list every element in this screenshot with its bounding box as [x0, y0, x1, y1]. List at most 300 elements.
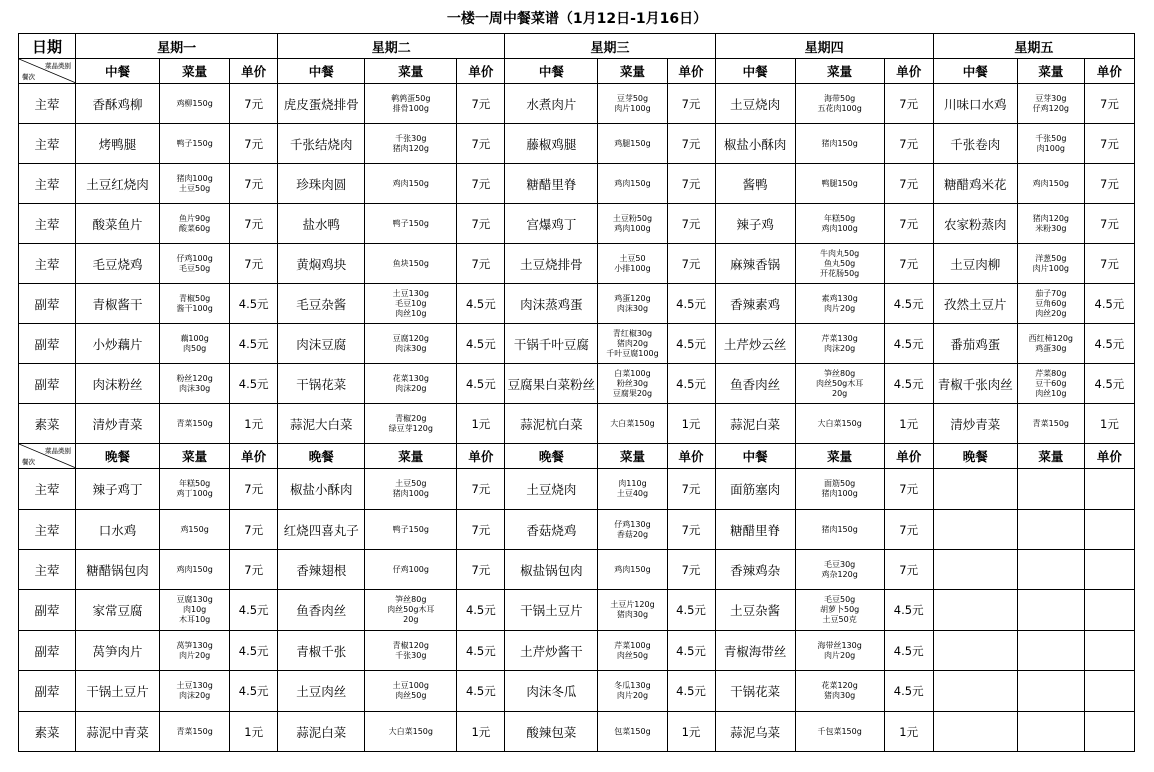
qty-header: 菜量 [160, 444, 230, 469]
dish-quantity [160, 510, 230, 550]
price-header: 单价 [884, 444, 933, 469]
dish-price: 4.5元 [667, 364, 715, 404]
dish-name: 蒜泥白菜 [715, 404, 795, 444]
quantity-line: 肉丝10g [1035, 388, 1067, 398]
dish-name: 香辣鸡杂 [715, 550, 795, 590]
dish-name: 肉沫冬瓜 [505, 671, 598, 712]
menu-row [19, 404, 1135, 444]
dish-name: 肉沫豆腐 [278, 324, 365, 364]
dish-price: 4.5元 [667, 324, 715, 364]
quantity-line: 鸡肉100g [821, 223, 858, 233]
quantity-line: 花菜120g [821, 681, 858, 690]
quantity-line: 20g [403, 615, 419, 624]
dish-quantity [795, 510, 884, 550]
dish-quantity [1017, 404, 1084, 444]
dish-name: 虎皮蛋烧排骨 [278, 84, 365, 124]
dish-quantity [598, 510, 667, 550]
dish-price: 7元 [230, 84, 278, 124]
dish-quantity [795, 631, 884, 671]
quantity-line: 年糕50g [824, 213, 856, 223]
dish-name: 鱼香肉丝 [278, 590, 365, 631]
dish-price: 1元 [884, 712, 933, 752]
quantity-line: 鸡丁100g [176, 489, 213, 498]
quantity-line: 肉片20g [824, 650, 856, 660]
quantity-line: 肉丝50g木耳 [816, 378, 864, 388]
menu-row [19, 84, 1135, 124]
dish-name: 糖醋里脊 [505, 164, 598, 204]
quantity-line: 酱干100g [176, 303, 213, 313]
quantity-line: 仔鸡130g [614, 519, 651, 529]
dish-price: 4.5元 [230, 364, 278, 404]
menu-row [19, 590, 1135, 631]
day-header-2: 星期二 [278, 34, 505, 59]
quantity-line: 鱼块150g [392, 258, 429, 268]
dish-name: 烤鸭腿 [76, 124, 160, 164]
dish-quantity [598, 364, 667, 404]
dish-quantity [1017, 469, 1084, 510]
quantity-line: 开花肠50g [820, 268, 860, 278]
category-cell: 主荤 [19, 84, 76, 124]
corner-bottom-label: 餐次 [22, 73, 35, 81]
quantity-line: 藕100g [180, 333, 209, 343]
dish-name: 糖醋锅包肉 [76, 550, 160, 590]
dish-price: 7元 [230, 550, 278, 590]
quantity-line: 肉110g [618, 479, 647, 488]
dish-name [933, 550, 1017, 590]
dish-price: 7元 [884, 124, 933, 164]
dish-name: 干锅土豆片 [76, 671, 160, 712]
dish-name: 鱼香肉丝 [715, 364, 795, 404]
dish-price: 4.5元 [230, 631, 278, 671]
quantity-line: 肉50g [182, 343, 207, 353]
dish-name: 酸辣包菜 [505, 712, 598, 752]
meal-header: 晚餐 [76, 444, 160, 469]
quantity-line: 肉沫30g [395, 343, 427, 353]
quantity-line: 土豆100g [392, 681, 429, 690]
quantity-line: 肉10g [182, 605, 207, 614]
dish-name: 肉沫蒸鸡蛋 [505, 284, 598, 324]
menu-row [19, 469, 1135, 510]
dish-price: 4.5元 [457, 671, 505, 712]
dish-price [1084, 631, 1134, 671]
dish-price: 7元 [230, 124, 278, 164]
menu-row [19, 510, 1135, 550]
dish-name: 豆腐果白菜粉丝 [505, 364, 598, 404]
dish-price: 4.5元 [457, 284, 505, 324]
dish-name: 土豆烧肉 [505, 469, 598, 510]
dish-name: 红烧四喜丸子 [278, 510, 365, 550]
qty-header: 菜量 [365, 59, 457, 84]
quantity-line: 鸡肉150g [614, 178, 651, 188]
dish-name: 蒜泥中青菜 [76, 712, 160, 752]
dish-price: 7元 [884, 164, 933, 204]
dish-quantity [598, 712, 667, 752]
dish-price: 7元 [667, 124, 715, 164]
dish-price: 7元 [884, 550, 933, 590]
quantity-line: 仔鸡120g [1032, 103, 1069, 113]
quantity-line: 猪肉30g [824, 691, 856, 700]
qty-header: 菜量 [1017, 444, 1084, 469]
dish-price: 7元 [230, 469, 278, 510]
dish-quantity [365, 364, 457, 404]
dish-name: 土芹炒酱干 [505, 631, 598, 671]
day-header-4: 星期四 [715, 34, 933, 59]
quantity-line: 肉沫20g [178, 691, 211, 700]
dish-name: 黄焖鸡块 [278, 244, 365, 284]
quantity-line: 土豆40g [616, 489, 649, 498]
day-header-1: 星期一 [76, 34, 278, 59]
corner-top-label: 菜品类别 [45, 62, 72, 70]
dish-name: 青椒千张 [278, 631, 365, 671]
dish-quantity [365, 244, 457, 284]
dish-quantity [365, 404, 457, 444]
quantity-line: 笋丝80g [395, 595, 427, 604]
dish-quantity [795, 364, 884, 404]
dish-quantity [1017, 712, 1084, 752]
dish-name: 椒盐小酥肉 [715, 124, 795, 164]
quantity-line: 千张30g [395, 650, 427, 660]
menu-row [19, 164, 1135, 204]
menu-table [18, 33, 1135, 752]
dish-quantity [598, 124, 667, 164]
quantity-line: 大白菜150g [817, 418, 862, 428]
dish-name: 面筋塞肉 [715, 469, 795, 510]
dish-quantity [795, 84, 884, 124]
qty-header: 菜量 [598, 59, 667, 84]
quantity-line: 毛豆30g [824, 559, 856, 569]
dish-price: 7元 [457, 84, 505, 124]
quantity-line: 小排100g [614, 263, 651, 273]
dish-price: 7元 [884, 204, 933, 244]
dish-price: 4.5元 [457, 590, 505, 631]
quantity-line: 土豆50 [619, 253, 646, 263]
category-cell: 素菜 [19, 712, 76, 752]
day-header-row [19, 34, 1135, 59]
quantity-line: 鸭子150g [392, 218, 429, 228]
quantity-line: 鸡蛋30g [1035, 343, 1067, 353]
quantity-line: 20g [832, 388, 848, 398]
dish-name: 孜然土豆片 [933, 284, 1017, 324]
quantity-line: 鸭子150g [176, 138, 213, 148]
quantity-line: 豆腐果20g [612, 388, 653, 398]
page-title: 一楼一周中餐菜谱（1月12日-1月16日） [446, 11, 708, 27]
category-cell: 副荤 [19, 364, 76, 404]
quantity-line: 冬瓜130g [614, 681, 651, 690]
dish-quantity [795, 469, 884, 510]
dish-quantity [160, 550, 230, 590]
dish-quantity [795, 324, 884, 364]
meal-header: 中餐 [715, 59, 795, 84]
category-cell: 主荤 [19, 550, 76, 590]
menu-row [19, 550, 1135, 590]
dish-name [933, 590, 1017, 631]
dish-quantity [795, 204, 884, 244]
quantity-line: 仔鸡100g [392, 564, 429, 574]
dish-price: 7元 [667, 204, 715, 244]
category-cell: 副荤 [19, 324, 76, 364]
quantity-line: 青椒50g [178, 293, 211, 303]
quantity-line: 千张30g [395, 133, 427, 143]
quantity-line: 猪肉150g [821, 138, 858, 148]
quantity-line: 土豆50克 [822, 615, 857, 624]
quantity-line: 鸡150g [180, 524, 209, 534]
dish-name: 蒜泥杭白菜 [505, 404, 598, 444]
dish-price: 7元 [667, 469, 715, 510]
quantity-line: 豆芽30g [1035, 93, 1067, 103]
quantity-line: 青椒20g [395, 413, 427, 423]
dish-name: 土豆烧肉 [715, 84, 795, 124]
dish-quantity [1017, 124, 1084, 164]
quantity-line: 鹌鹑蛋50g [391, 93, 431, 103]
dish-quantity [598, 244, 667, 284]
dish-quantity [598, 550, 667, 590]
quantity-line: 肉片20g [616, 691, 649, 700]
quantity-line: 茄子70g [1035, 288, 1067, 298]
quantity-line: 鸡肉150g [392, 178, 429, 188]
quantity-line: 毛豆50g [178, 263, 211, 273]
dish-price: 4.5元 [884, 284, 933, 324]
dish-name: 清炒青菜 [76, 404, 160, 444]
dish-name: 蒜泥大白菜 [278, 404, 365, 444]
meal-header: 中餐 [505, 59, 598, 84]
dish-quantity [160, 404, 230, 444]
dish-name: 香菇烧鸡 [505, 510, 598, 550]
dish-name: 土芹炒云丝 [715, 324, 795, 364]
dish-price: 4.5元 [1084, 364, 1134, 404]
dish-name: 酸菜鱼片 [76, 204, 160, 244]
dish-quantity [160, 244, 230, 284]
dish-name: 莴笋肉片 [76, 631, 160, 671]
dish-quantity [365, 631, 457, 671]
quantity-line: 土豆130g [176, 681, 213, 690]
dish-quantity [795, 712, 884, 752]
quantity-line: 西红柿120g [1028, 333, 1073, 343]
quantity-line: 白菜100g [614, 368, 651, 378]
dish-name: 辣子鸡 [715, 204, 795, 244]
dish-price: 4.5元 [884, 671, 933, 712]
dish-price: 7元 [457, 204, 505, 244]
dish-quantity [160, 204, 230, 244]
quantity-line: 土豆片120g [610, 600, 655, 609]
dish-quantity [598, 204, 667, 244]
quantity-line: 肉丝50g木耳 [387, 605, 435, 614]
dish-price: 4.5元 [667, 631, 715, 671]
dish-name: 青椒海带丝 [715, 631, 795, 671]
dish-quantity [795, 244, 884, 284]
price-header: 单价 [884, 59, 933, 84]
menu-row [19, 284, 1135, 324]
quantity-line: 牛肉丸50g [820, 248, 860, 258]
category-cell: 副荤 [19, 671, 76, 712]
quantity-line: 仔鸡100g [176, 253, 213, 263]
dish-name [933, 712, 1017, 752]
dish-price [1084, 550, 1134, 590]
category-cell: 副荤 [19, 284, 76, 324]
dish-quantity [795, 550, 884, 590]
menu-row [19, 631, 1135, 671]
quantity-line: 海带丝130g [817, 640, 862, 650]
dish-quantity [1017, 631, 1084, 671]
dish-name: 川味口水鸡 [933, 84, 1017, 124]
dish-price: 1元 [667, 712, 715, 752]
qty-header: 菜量 [365, 444, 457, 469]
dish-quantity [1017, 164, 1084, 204]
lunch-header-row [19, 59, 1135, 84]
dish-quantity [1017, 244, 1084, 284]
meal-header: 晚餐 [933, 444, 1017, 469]
quantity-line: 笋丝80g [824, 368, 856, 378]
dish-quantity [365, 324, 457, 364]
dish-quantity [365, 164, 457, 204]
dish-quantity [1017, 510, 1084, 550]
dish-price: 7元 [1084, 244, 1134, 284]
dish-price: 4.5元 [457, 364, 505, 404]
dish-name: 水煮肉片 [505, 84, 598, 124]
dish-name: 椒盐小酥肉 [278, 469, 365, 510]
price-header: 单价 [230, 59, 278, 84]
category-cell: 主荤 [19, 510, 76, 550]
dish-name: 番茄鸡蛋 [933, 324, 1017, 364]
dish-name: 清炒青菜 [933, 404, 1017, 444]
quantity-line: 粉丝120g [176, 373, 213, 383]
dish-price: 4.5元 [1084, 284, 1134, 324]
dish-quantity [160, 590, 230, 631]
corner-cell [19, 444, 76, 469]
dish-price: 7元 [1084, 84, 1134, 124]
dish-name [933, 671, 1017, 712]
dish-price: 7元 [457, 550, 505, 590]
dish-quantity [1017, 671, 1084, 712]
day-header-3: 星期三 [505, 34, 715, 59]
quantity-line: 青椒120g [392, 640, 429, 650]
dish-quantity [598, 631, 667, 671]
dish-price: 7元 [667, 550, 715, 590]
dish-name: 毛豆烧鸡 [76, 244, 160, 284]
quantity-line: 大白菜150g [610, 418, 655, 428]
quantity-line: 猪肉150g [821, 524, 858, 534]
dish-price: 4.5元 [230, 590, 278, 631]
quantity-line: 鸡肉150g [176, 564, 213, 574]
quantity-line: 香菇20g [616, 529, 649, 539]
category-cell: 主荤 [19, 124, 76, 164]
dish-quantity [365, 550, 457, 590]
dish-quantity [598, 164, 667, 204]
dish-price: 4.5元 [1084, 324, 1134, 364]
price-header: 单价 [1084, 444, 1134, 469]
dish-price: 1元 [457, 712, 505, 752]
dish-name: 干锅土豆片 [505, 590, 598, 631]
dish-price: 4.5元 [667, 671, 715, 712]
corner-bottom-label: 餐次 [22, 458, 35, 466]
menu-row [19, 244, 1135, 284]
dish-price: 4.5元 [230, 671, 278, 712]
dish-price: 1元 [230, 404, 278, 444]
dish-quantity [160, 84, 230, 124]
dish-name: 青椒酱干 [76, 284, 160, 324]
dish-quantity [1017, 84, 1084, 124]
dish-quantity [365, 469, 457, 510]
dish-name [933, 510, 1017, 550]
dish-quantity [160, 324, 230, 364]
dish-price: 7元 [457, 244, 505, 284]
menu-row [19, 204, 1135, 244]
dish-quantity [795, 404, 884, 444]
dish-name: 香辣素鸡 [715, 284, 795, 324]
category-cell: 副荤 [19, 631, 76, 671]
dish-quantity [795, 284, 884, 324]
price-header: 单价 [457, 59, 505, 84]
menu-row [19, 124, 1135, 164]
quantity-line: 鸡肉150g [1032, 178, 1069, 188]
menu-row [19, 324, 1135, 364]
quantity-line: 木耳10g [178, 615, 211, 624]
dish-name: 干锅花菜 [715, 671, 795, 712]
quantity-line: 花菜130g [392, 373, 429, 383]
price-header: 单价 [667, 444, 715, 469]
qty-header: 菜量 [1017, 59, 1084, 84]
meal-header: 中餐 [278, 59, 365, 84]
dish-price: 7元 [884, 510, 933, 550]
dinner-header-row [19, 444, 1135, 469]
dish-name: 土豆肉柳 [933, 244, 1017, 284]
dish-name: 酱鸭 [715, 164, 795, 204]
dish-price: 7元 [457, 510, 505, 550]
category-cell: 素菜 [19, 404, 76, 444]
quantity-line: 肉100g [1036, 143, 1065, 153]
dish-price: 4.5元 [667, 284, 715, 324]
dish-price: 4.5元 [230, 324, 278, 364]
dish-price: 7元 [884, 244, 933, 284]
dish-quantity [1017, 550, 1084, 590]
dish-quantity [365, 204, 457, 244]
dish-price: 1元 [667, 404, 715, 444]
price-header: 单价 [1084, 59, 1134, 84]
date-label: 日期 [19, 34, 76, 59]
dish-quantity [365, 84, 457, 124]
dish-name [933, 631, 1017, 671]
quantity-line: 青红椒30g [612, 328, 653, 338]
menu-row [19, 364, 1135, 404]
dish-quantity [1017, 590, 1084, 631]
quantity-line: 洋葱50g [1035, 253, 1067, 263]
quantity-line: 鸡蛋120g [614, 293, 651, 303]
dish-name: 宫爆鸡丁 [505, 204, 598, 244]
qty-header: 菜量 [598, 444, 667, 469]
meal-header: 中餐 [76, 59, 160, 84]
quantity-line: 毛豆50g [824, 595, 856, 604]
dish-quantity [160, 164, 230, 204]
dish-quantity [795, 124, 884, 164]
dish-quantity [598, 590, 667, 631]
day-header-5: 星期五 [933, 34, 1134, 59]
dish-name: 蒜泥白菜 [278, 712, 365, 752]
quantity-line: 豆芽50g [616, 93, 649, 103]
dish-price: 7元 [230, 164, 278, 204]
quantity-line: 海带50g [824, 93, 856, 103]
dish-quantity [1017, 324, 1084, 364]
quantity-line: 肉片100g [614, 103, 651, 113]
menu-row [19, 712, 1135, 752]
quantity-line: 肉沫20g [395, 383, 427, 393]
dish-name: 盐水鸭 [278, 204, 365, 244]
dish-quantity [598, 671, 667, 712]
quantity-line: 肉片20g [178, 650, 211, 660]
dish-price: 7元 [667, 510, 715, 550]
dish-name: 千张卷肉 [933, 124, 1017, 164]
quantity-line: 鸡腿150g [614, 138, 651, 148]
dish-name [933, 469, 1017, 510]
quantity-line: 猪肉100g [176, 173, 213, 183]
